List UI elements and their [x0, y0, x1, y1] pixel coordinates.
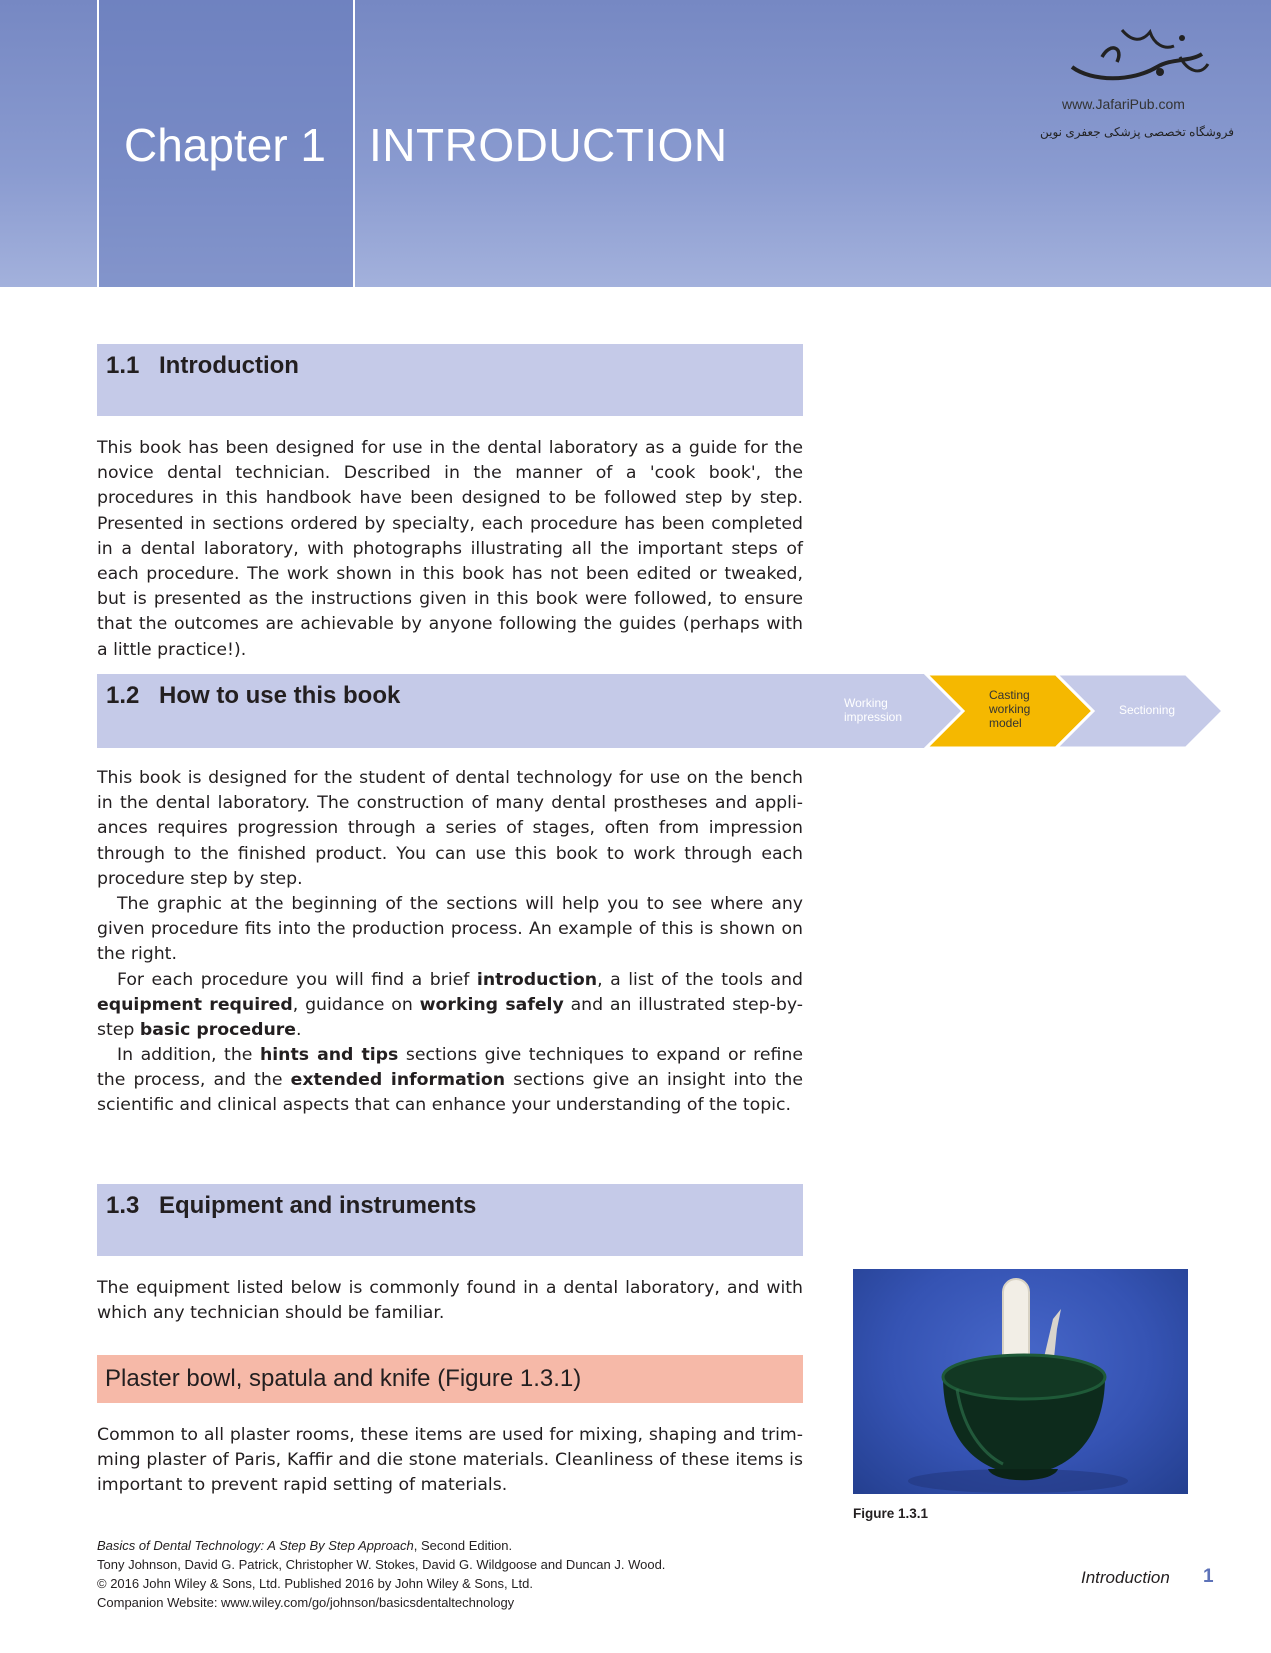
plaster-bowl-photo: [853, 1269, 1188, 1494]
how-to-use-paragraph-3: For each procedure you will find a brief introduction, a list of the tools and equipment required, guidance on working safely and an illustrated step-by-step basic procedure.: [97, 970, 804, 1041]
running-head: Introduction: [1081, 1568, 1170, 1587]
section-heading-1-3: [97, 1184, 803, 1256]
subheading-text: Plaster bowl, spatula and knife (Figure 1.3.1): [105, 1365, 582, 1392]
publisher-logo: [1040, 22, 1240, 142]
section-title: Introduction: [159, 352, 299, 379]
equipment-paragraph: The equipment listed below is commonly found in a dental laboratory, and with which any technician should be familiar.: [97, 1278, 803, 1324]
flow-label: Sectioning: [1119, 703, 1176, 717]
copyright-footer: [97, 1536, 665, 1612]
intro-paragraph: This book has been designed for use in the dental laboratory as a guide for the novice dental technician. Described in the manner of a 'cook book', the procedures in this handbook have been designed to be followed step by step. Presented in sections ordered by specialty, each procedure has been completed in a dental laboratory, with photographs illustrating all the important steps of each procedure. The work shown in this book has not been edited or tweaked, but is presented as the instructions given in this book were followed, to ensure that the outcomes are achievable by anyone following the guides (perhaps with a little practice!).: [97, 438, 803, 660]
calligraphy-logo-icon: [1062, 22, 1212, 92]
subheading-plaster-bowl: [97, 1355, 803, 1403]
chapter-label: Chapter 1: [124, 119, 327, 171]
flow-label: Casting working model: [989, 688, 1031, 730]
figure-caption: Figure 1.3.1: [853, 1506, 929, 1521]
footer-book-title: Basics of Dental Technology: A Step By Step Approach: [97, 1538, 414, 1553]
section-heading-1-1: [97, 344, 803, 416]
logo-url: www.JafariPub.com: [1062, 96, 1185, 112]
section-number: 1.3: [106, 1192, 140, 1219]
section-number: 1.2: [106, 682, 140, 709]
chapter-banner: [0, 0, 1271, 287]
plaster-bowl-paragraph: Common to all plaster rooms, these items are used for mixing, shaping and trim-ming plaster of Paris, Kaffir and die stone materials. Cleanliness of these items is important to prevent rapid setting of materials.: [97, 1425, 803, 1496]
footer-copyright: © 2016 John Wiley & Sons, Ltd. Published 2016 by John Wiley & Sons, Ltd.: [97, 1576, 533, 1591]
footer-book-line: [97, 1536, 665, 1555]
footer-edition: , Second Edition.: [413, 1538, 513, 1553]
section-title: How to use this book: [159, 682, 401, 709]
section-number: 1.1: [106, 352, 140, 379]
section-heading-1-2: [97, 674, 803, 748]
section-title: Equipment and instruments: [159, 1192, 477, 1219]
footer-authors: Tony Johnson, David G. Patrick, Christopher W. Stokes, David G. Wildgoose and Duncan J. Wood.: [97, 1557, 666, 1572]
how-to-use-paragraph-1: This book is designed for the student of dental technology for use on the bench in the dental laboratory. The construction of many dental prostheses and appli-ances requires progression through a series of stages, often from impression through to the finished product. You can use this book to work through each procedure step by step.: [97, 768, 803, 889]
flow-label: Working impression: [844, 696, 903, 724]
how-to-use-paragraph-4: In addition, the hints and tips sections give techniques to expand or refine the process, and the extended information sections give an insight into the scientific and clinical aspects that can enhance your understanding of the topic.: [97, 1045, 803, 1116]
how-to-use-paragraph-2: The graphic at the beginning of the sections will help you to see where any given procedure fits into the production process. An example of this is shown on the right.: [97, 894, 803, 965]
logo-shop-name: فروشگاه تخصصی پزشکی جعفری نوین: [1040, 125, 1234, 139]
chapter-title: INTRODUCTION: [369, 119, 728, 171]
page-number: 1: [1203, 1566, 1214, 1587]
process-flow-graphic: [803, 674, 1223, 748]
footer-website: Companion Website: www.wiley.com/go/johnson/basicsdentaltechnology: [97, 1595, 515, 1610]
